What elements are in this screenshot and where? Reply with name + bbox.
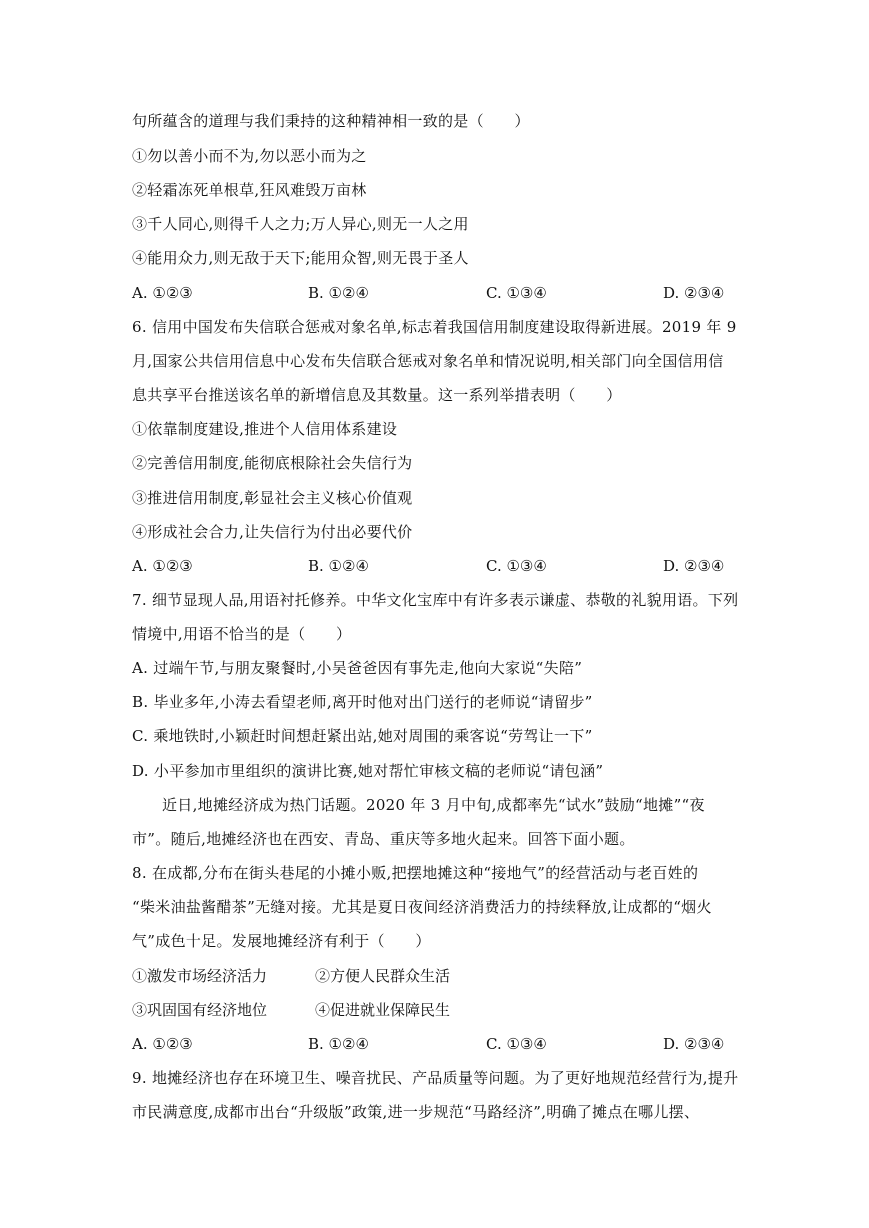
q6-statement-1: ①依靠制度建设,推进个人信用体系建设 <box>132 420 398 438</box>
q6-stem-line-3: 息共享平台推送该名单的新增信息及其数量。这一系列举措表明（ ） <box>132 386 622 404</box>
q6-option-a[interactable]: A. ①②③ <box>132 557 193 575</box>
q8-statement-3: ③巩固国有经济地位 <box>132 1001 268 1019</box>
q7-option-a[interactable]: A. 过端午节,与朋友聚餐时,小吴爸爸因有事先走,他向大家说“失陪” <box>132 659 583 677</box>
q9-stem-line-1: 9. 地摊经济也存在环境卫生、噪音扰民、产品质量等问题。为了更好地规范经营行为,提升 <box>132 1069 739 1087</box>
q5-statement-3: ③千人同心,则得千人之力;万人异心,则无一人之用 <box>132 215 469 233</box>
q8-statement-2: ②方便人民群众生活 <box>315 967 451 985</box>
q8-option-c[interactable]: C. ①③④ <box>486 1035 547 1053</box>
q6-stem-line-1: 6. 信用中国发布失信联合惩戒对象名单,标志着我国信用制度建设取得新进展。2019 年 9 <box>132 318 737 336</box>
material-line-2: 市”。随后,地摊经济也在西安、青岛、重庆等多地火起来。回答下面小题。 <box>132 830 635 848</box>
q5-statement-1: ①勿以善小而不为,勿以恶小而为之 <box>132 147 367 165</box>
q6-statement-2: ②完善信用制度,能彻底根除社会失信行为 <box>132 454 413 472</box>
q6-statement-4: ④形成社会合力,让失信行为付出必要代价 <box>132 523 413 541</box>
q5-option-b[interactable]: B. ①②④ <box>308 284 369 302</box>
q7-option-c[interactable]: C. 乘地铁时,小颖赶时间想赶紧出站,她对周围的乘客说“劳驾让一下” <box>132 727 593 745</box>
q7-option-d[interactable]: D. 小平参加市里组织的演讲比赛,她对帮忙审核文稿的老师说“请包涵” <box>132 762 604 780</box>
q8-option-d[interactable]: D. ②③④ <box>663 1035 725 1053</box>
q7-stem-line-2: 情境中,用语不恰当的是（ ） <box>132 625 352 643</box>
q8-stem-line-2: “柴米油盐酱醋茶”无缝对接。尤其是夏日夜间经济消费活力的持续释放,让成都的“烟火 <box>132 898 712 916</box>
q8-option-b[interactable]: B. ①②④ <box>308 1035 369 1053</box>
q6-option-b[interactable]: B. ①②④ <box>308 557 369 575</box>
q8-stem-line-1: 8. 在成都,分布在街头巷尾的小摊小贩,把摆地摊这种“接地气”的经营活动与老百姓的 <box>132 864 699 882</box>
q8-statement-4: ④促进就业保障民生 <box>315 1001 451 1019</box>
q8-option-a[interactable]: A. ①②③ <box>132 1035 193 1053</box>
q8-statement-1: ①激发市场经济活力 <box>132 967 268 985</box>
q5-statement-4: ④能用众力,则无敌于天下;能用众智,则无畏于圣人 <box>132 249 469 267</box>
q5-statement-2: ②轻霜冻死单根草,狂风难毁万亩林 <box>132 181 367 199</box>
q9-stem-line-2: 市民满意度,成都市出台“升级版”政策,进一步规范“马路经济”,明确了摊点在哪儿摆、 <box>132 1103 700 1121</box>
q6-stem-line-2: 月,国家公共信用信息中心发布失信联合惩戒对象名单和情况说明,相关部门向全国信用信 <box>132 352 724 370</box>
q6-option-c[interactable]: C. ①③④ <box>486 557 547 575</box>
q8-stem-line-3: 气”成色十足。发展地摊经济有利于（ ） <box>132 932 431 950</box>
q6-option-d[interactable]: D. ②③④ <box>663 557 725 575</box>
q6-statement-3: ③推进信用制度,彰显社会主义核心价值观 <box>132 489 413 507</box>
q5-option-d[interactable]: D. ②③④ <box>663 284 725 302</box>
q5-option-a[interactable]: A. ①②③ <box>132 284 193 302</box>
q7-option-b[interactable]: B. 毕业多年,小涛去看望老师,离开时他对出门送行的老师说“请留步” <box>132 693 593 711</box>
q5-option-c[interactable]: C. ①③④ <box>486 284 547 302</box>
q7-stem-line-1: 7. 细节显现人品,用语衬托修养。中华文化宝库中有许多表示谦虚、恭敬的礼貌用语。下列 <box>132 591 739 609</box>
q5-stem: 句所蕴含的道理与我们秉持的这种精神相一致的是（ ） <box>132 112 530 130</box>
material-line-1: 近日,地摊经济成为热门话题。2020 年 3 月中旬,成都率先“试水”鼓励“地摊”“夜 <box>162 796 705 814</box>
